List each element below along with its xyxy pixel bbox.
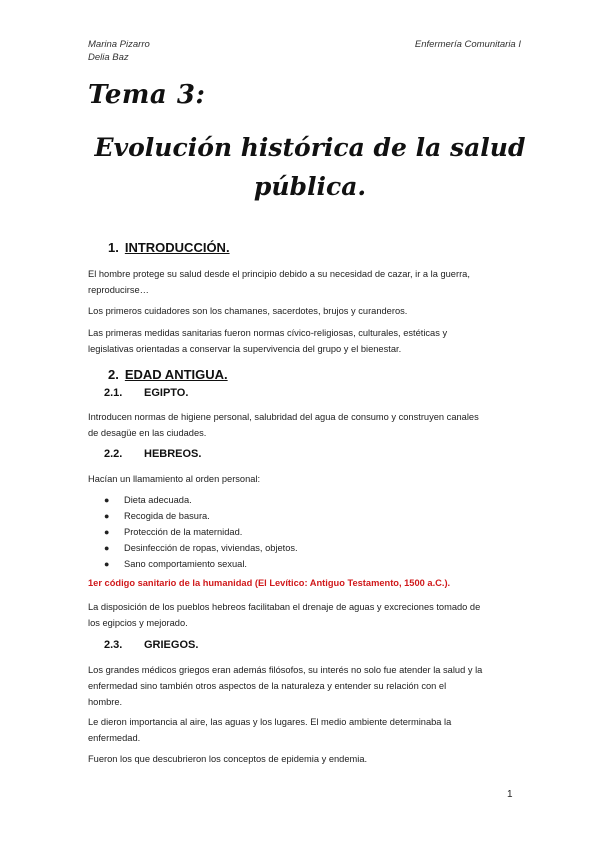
text-line: legislativas orientadas a conservar la supervivencia del grupo y el bienestar. — [88, 344, 402, 354]
list-item-text: Recogida de basura. — [124, 511, 210, 521]
subsection-heading-griegos — [104, 639, 198, 651]
bullet-icon: ● — [104, 543, 110, 553]
griegos-paragraph-1 — [88, 662, 528, 710]
header-authors — [88, 38, 150, 64]
section-heading-edad-antigua — [108, 367, 228, 382]
egipto-paragraph — [88, 409, 528, 441]
document-title — [70, 131, 550, 204]
text-line: Las primeras medidas sanitarias fueron normas cívico-religiosas, culturales, estéticas y — [88, 328, 448, 338]
section-heading-introduccion — [108, 240, 230, 255]
subsection-heading-hebreos — [104, 448, 201, 460]
header-author-2: Delia Baz — [88, 52, 129, 63]
bullet-icon: ● — [104, 511, 110, 521]
subsection-number: 2.3. — [104, 639, 123, 651]
section-number: 1. — [108, 240, 119, 255]
tema-heading: Tema 3: — [88, 80, 206, 110]
text-line: reproducirse… — [88, 285, 149, 295]
subsection-number: 2.2. — [104, 448, 123, 460]
list-item-text: Desinfección de ropas, viviendas, objetos. — [124, 543, 298, 553]
griegos-paragraph-3: Fueron los que descubrieron los conceptos de epidemia y endemia. — [88, 754, 368, 764]
list-item-text: Sano comportamiento sexual. — [124, 559, 247, 569]
bullet-icon: ● — [104, 559, 110, 569]
text-line: los egipcios y mejorado. — [88, 618, 188, 628]
title-line-2: pública. — [253, 172, 367, 201]
list-item-text: Protección de la maternidad. — [124, 527, 243, 537]
text-line: Los grandes médicos griegos eran además filósofos, su interés no solo fue atender la salud y la — [88, 665, 483, 675]
text-line: enfermedad sino también otros aspectos de la naturaleza y entender su relación con el — [88, 681, 447, 691]
hebreos-list — [104, 492, 298, 572]
section-label: EDAD ANTIGUA. — [124, 367, 228, 382]
list-item — [104, 556, 298, 572]
text-line: de desagüe en las ciudades. — [88, 428, 207, 438]
text-line: hombre. — [88, 697, 123, 707]
title-line-1: Evolución histórica de la salud — [94, 133, 526, 162]
list-item — [104, 508, 298, 524]
intro-paragraph-3 — [88, 325, 528, 357]
header-course: Enfermería Comunitaria I — [414, 39, 521, 50]
subsection-number: 2.1. — [104, 387, 123, 399]
list-item — [104, 540, 298, 556]
page-number: 1 — [507, 789, 513, 800]
list-item-text: Dieta adecuada. — [124, 495, 192, 505]
subsection-label: GRIEGOS. — [144, 639, 199, 651]
highlight-codigo-sanitario: 1er código sanitario de la humanidad (El Levítico: Antiguo Testamento, 1500 a.C.). — [88, 578, 451, 588]
subsection-label: EGIPTO. — [144, 387, 189, 399]
section-number: 2. — [108, 367, 119, 382]
intro-paragraph-1 — [88, 266, 528, 298]
subsection-heading-egipto — [104, 387, 188, 399]
text-line: El hombre protege su salud desde el principio debido a su necesidad de cazar, ir a la guerra, — [88, 269, 470, 279]
text-line: enfermedad. — [88, 733, 141, 743]
bullet-icon: ● — [104, 495, 110, 505]
list-item — [104, 492, 298, 508]
text-line: La disposición de los pueblos hebreos facilitaban el drenaje de aguas y excreciones tomado de — [88, 602, 481, 612]
header-author-1: Marina Pizarro — [88, 39, 150, 50]
section-label: INTRODUCCIÓN. — [124, 240, 230, 255]
hebreos-intro: Hacían un llamamiento al orden personal: — [88, 474, 261, 484]
griegos-paragraph-2 — [88, 714, 528, 746]
text-line: Introducen normas de higiene personal, salubridad del agua de consumo y construyen canales — [88, 412, 479, 422]
hebreos-paragraph-2 — [88, 599, 528, 631]
text-line: Le dieron importancia al aire, las aguas y los lugares. El medio ambiente determinaba la — [88, 717, 452, 727]
list-item — [104, 524, 298, 540]
subsection-label: HEBREOS. — [144, 448, 202, 460]
bullet-icon: ● — [104, 527, 110, 537]
intro-paragraph-2: Los primeros cuidadores son los chamanes, sacerdotes, brujos y curanderos. — [88, 306, 408, 316]
